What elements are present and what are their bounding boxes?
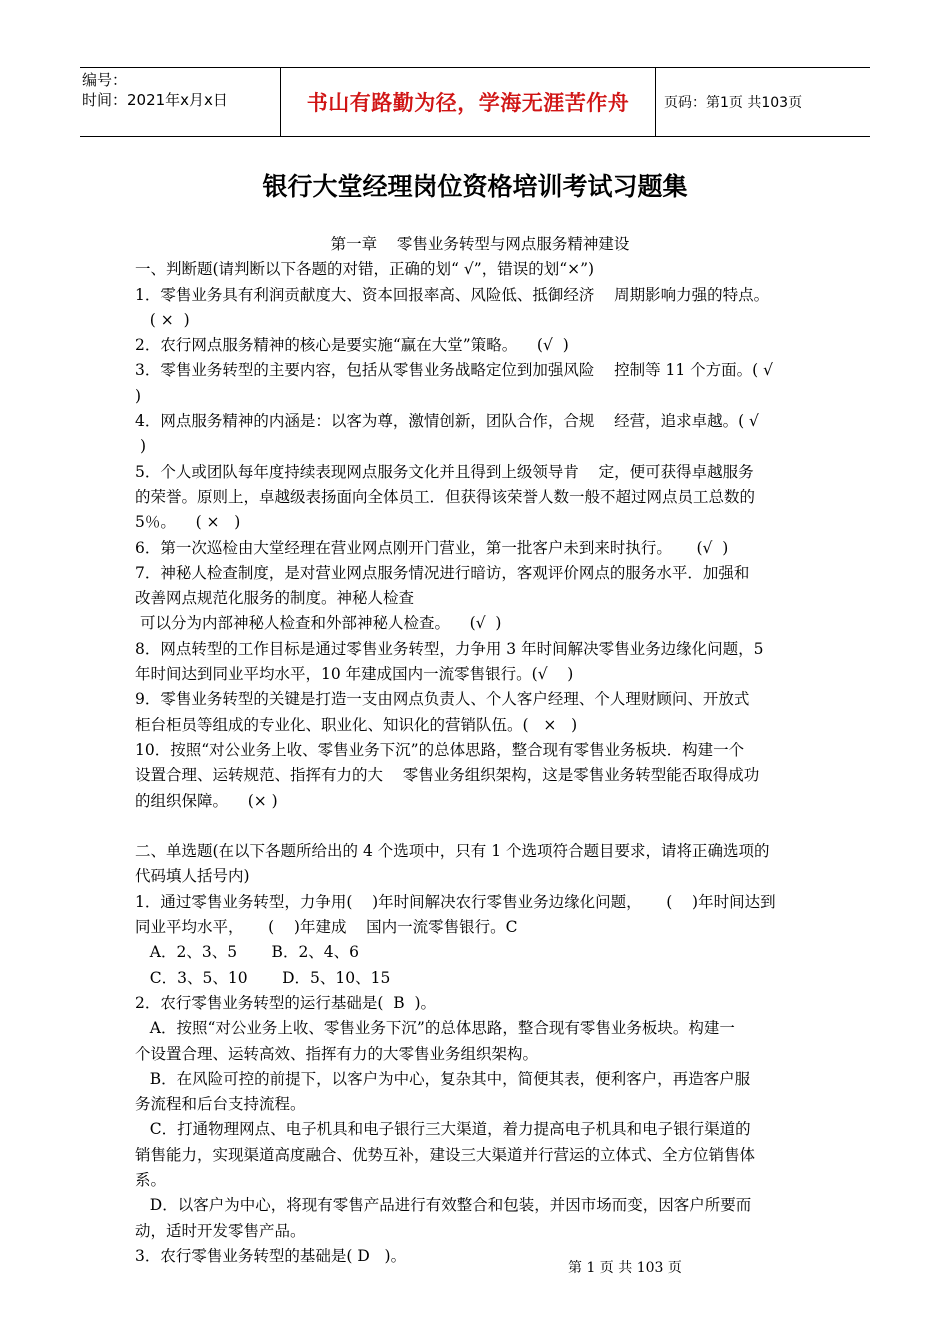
document-number-label: 编号： xyxy=(82,71,128,89)
text-line: ) xyxy=(135,386,142,405)
text-line: 同业平均水平， ( )年建成 国内一流零售银行。C xyxy=(135,918,518,937)
text-line: 7．神秘人检查制度，是对营业网点服务情况进行暗访，客观评价网点的服务水平．加强和 xyxy=(135,563,750,582)
text-line: 8．网点转型的工作目标是通过零售业务转型，力争用 3 年时间解决零售业务边缘化问题，5 xyxy=(135,639,764,658)
text-line xyxy=(135,814,825,839)
text-line: 1．通过零售业务转型，力争用( )年时间解决农行零售业务边缘化问题， ( )年时间达到 xyxy=(135,892,776,911)
text-line: ( × ) xyxy=(135,310,190,329)
text-line: 1．零售业务具有利润贡献度大、资本回报率高、风险低、抵御经济 周期影响力强的特点。 xyxy=(135,285,770,304)
page-footer: 第 1 页 共 103 页 xyxy=(568,1260,682,1276)
document-date: 时间：2021年x月x日 xyxy=(82,91,228,109)
text-line: 10．按照“对公业务上收、零售业务下沉”的总体思路，整合现有零售业务板块．构建一个 xyxy=(135,740,745,759)
text-line: ) xyxy=(135,437,146,456)
text-line: 3．农行零售业务转型的基础是( D )。 xyxy=(135,1246,407,1265)
document-body xyxy=(135,232,825,1269)
text-line: 改善网点规范化服务的制度。神秘人检查 xyxy=(135,589,415,608)
page-header xyxy=(80,67,870,137)
chapter-heading: 第一章 零售业务转型与网点服务精神建设 xyxy=(330,235,630,253)
text-line: 的组织保障。 (× ) xyxy=(135,791,278,810)
text-line: 设置合理、运转规范、指挥有力的大 零售业务组织架构，这是零售业务转型能否取得成功 xyxy=(135,766,760,785)
text-line: 二、单选题(在以下各题所给出的 4 个选项中，只有 1 个选项符合题目要求，请将正确选项的 xyxy=(135,842,770,861)
header-motto-cell xyxy=(280,68,656,136)
text-line: C．3、5、10 D．5、10、15 xyxy=(135,968,391,987)
text-line: 个设置合理、运转高效、指挥有力的大零售业务组织架构。 xyxy=(135,1044,539,1063)
text-line: B．在风险可控的前提下，以客户为中心，复杂其中，简便其表，便利客户，再造客户服 xyxy=(135,1069,751,1088)
text-line: 9．零售业务转型的关键是打造一支由网点负责人、个人客户经理、个人理财顾问、开放式 xyxy=(135,690,750,709)
text-line: 年时间达到同业平均水平，10 年建成国内一流零售银行。(√ ) xyxy=(135,665,574,684)
text-line: 6．第一次巡检由大堂经理在营业网点刚开门营业，第一批客户未到来时执行。 (√ ) xyxy=(135,538,729,557)
text-line: 柜台柜员等组成的专业化、职业化、知识化的营销队伍。( × ) xyxy=(135,715,578,734)
text-line: D．以客户为中心，将现有零售产品进行有效整合和包装，并因市场而变，因客户所要而 xyxy=(135,1196,752,1215)
text-line: 2．农行零售业务转型的运行基础是( B )。 xyxy=(135,993,437,1012)
text-line: 代码填人括号内) xyxy=(135,867,250,886)
text-line: A．2、3、5 B．2、4、6 xyxy=(135,943,360,962)
header-page-info: 页码：第1页 共103页 xyxy=(664,95,803,111)
header-meta xyxy=(80,68,280,136)
text-line: A．按照“对公业务上收、零售业务下沉”的总体思路，整合现有零售业务板块。构建一 xyxy=(135,1019,735,1038)
question-list xyxy=(135,257,825,1269)
text-line: C．打通物理网点、电子机具和电子银行三大渠道，着力提高电子机具和电子银行渠道的 xyxy=(135,1120,751,1139)
text-line: 销售能力，实现渠道高度融合、优势互补，建设三大渠道并行营运的立体式、全方位销售体 xyxy=(135,1145,756,1164)
text-line: 一、判断题(请判断以下各题的对错，正确的划“ √”，错误的划“×”) xyxy=(135,260,595,279)
text-line: 4．网点服务精神的内涵是：以客为尊，激情创新，团队合作，合规 经营，追求卓越。( √ xyxy=(135,412,759,431)
text-line: 3．零售业务转型的主要内容，包括从零售业务战略定位到加强风险 控制等 11 个方面。( √ xyxy=(135,361,774,380)
text-line: 可以分为内部神秘人检查和外部神秘人检查。 (√ ) xyxy=(135,614,502,633)
text-line: 2．农行网点服务精神的核心是要实施“赢在大堂”策略。 (√ ) xyxy=(135,336,569,355)
header-page-info-cell xyxy=(656,68,870,136)
text-line: 系。 xyxy=(135,1170,167,1189)
document-title: 银行大堂经理岗位资格培训考试习题集 xyxy=(262,172,688,201)
text-line: 动，适时开发零售产品。 xyxy=(135,1221,306,1240)
text-line: 务流程和后台支持流程。 xyxy=(135,1095,306,1114)
text-line: 5．个人或团队每年度持续表现网点服务文化并且得到上级领导肯 定，便可获得卓越服务 xyxy=(135,462,754,481)
text-line: 5％。 ( × ) xyxy=(135,513,241,532)
header-motto: 书山有路勤为径，学海无涯苦作舟 xyxy=(306,90,630,115)
text-line: 的荣誉。原则上，卓越级表扬面向全体员工．但获得该荣誉人数一般不超过网点员工总数的 xyxy=(135,487,756,506)
